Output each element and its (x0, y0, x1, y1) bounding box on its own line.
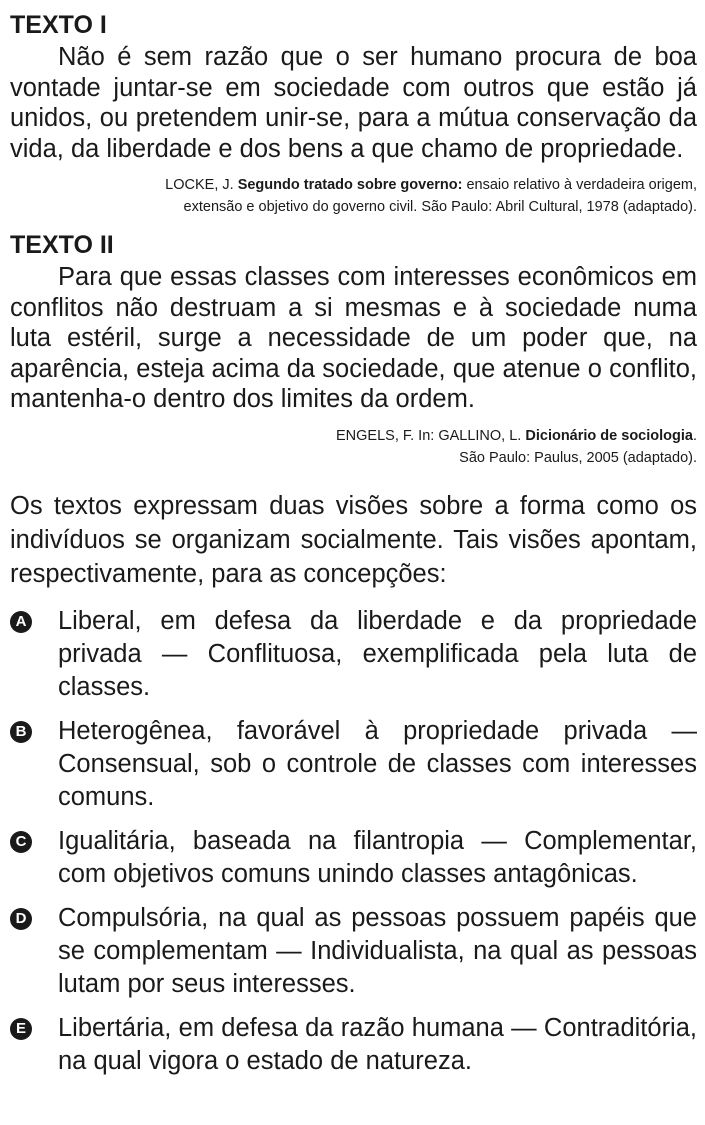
option-d[interactable] (10, 902, 697, 1001)
option-d-letter-badge: D (10, 908, 32, 930)
texto-1-citation-subtitle: ensaio relativo à verdadeira origem, (462, 177, 697, 193)
option-e[interactable] (10, 1012, 697, 1078)
option-a[interactable] (10, 605, 697, 704)
option-e-letter-badge: E (10, 1018, 32, 1040)
texto-2-citation-author: ENGELS, F. In: GALLINO, L. (335, 427, 526, 444)
option-d-text: Compulsória, na qual as pessoas possuem papéis que se complementam — Individualista, na qual as pessoas lutam por seus interesses. (58, 903, 697, 998)
option-a-letter-badge: A (10, 611, 32, 633)
texto-1-citation-title: Segundo tratado sobre governo: (237, 177, 463, 193)
texto-1-citation-author: LOCKE, J. (165, 177, 238, 193)
option-e-text: Libertária, em defesa da razão humana — Contraditória, na qual vigora o estado de natureza. (58, 1013, 697, 1075)
texto-1-citation-line-2: extensão e objetivo do governo civil. São Paulo: Abril Cultural, 1978 (adaptado). (183, 199, 697, 215)
option-a-text: Liberal, em defesa da liberdade e da propriedade privada — Conflituosa, exemplificada pela luta de classes. (58, 606, 697, 701)
texto-1-heading: TEXTO I (10, 11, 107, 39)
texto-2-citation-line-2: São Paulo: Paulus, 2005 (adaptado). (459, 449, 697, 466)
texto-2-citation-line-1 (10, 425, 697, 447)
option-b[interactable] (10, 715, 697, 814)
texto-1-body: Não é sem razão que o ser humano procura de boa vontade juntar-se em sociedade com outros que estão já unidos, ou pretendem unir-se, para a mútua conservação da vida, da liberdade e dos bens a que chamo de propriedade. (10, 43, 697, 163)
option-b-text: Heterogênea, favorável à propriedade privada — Consensual, sob o controle de classes com interesses comuns. (58, 716, 697, 811)
texto-1-citation-line-1 (10, 174, 697, 196)
texto-2-section (10, 230, 697, 469)
texto-2-body: Para que essas classes com interesses econômicos em conflitos não destruam a si mesmas e à sociedade numa luta estéril, surge a necessidade de um poder que, na aparência, esteja acima da sociedade, que atenue o conflito, mantenha-o dentro dos limites da ordem. (10, 263, 697, 413)
answer-options (10, 605, 697, 1078)
texto-2-heading: TEXTO II (10, 231, 114, 259)
question-stem: Os textos expressam duas visões sobre a forma como os indivíduos se organizam socialmente. Tais visões apontam, respectivamente, para as concepções: (10, 491, 697, 588)
option-b-letter-badge: B (10, 721, 32, 743)
option-c-text: Igualitária, baseada na filantropia — Complementar, com objetivos comuns unindo classes antagônicas. (58, 826, 697, 888)
texto-1-citation (10, 174, 697, 218)
texto-2-citation-title: Dicionário de sociologia (525, 427, 693, 444)
texto-1-section (10, 10, 697, 218)
option-c-letter-badge: C (10, 831, 32, 853)
texto-2-citation-punct: . (692, 427, 697, 444)
option-c[interactable] (10, 825, 697, 891)
texto-2-citation (10, 425, 697, 469)
